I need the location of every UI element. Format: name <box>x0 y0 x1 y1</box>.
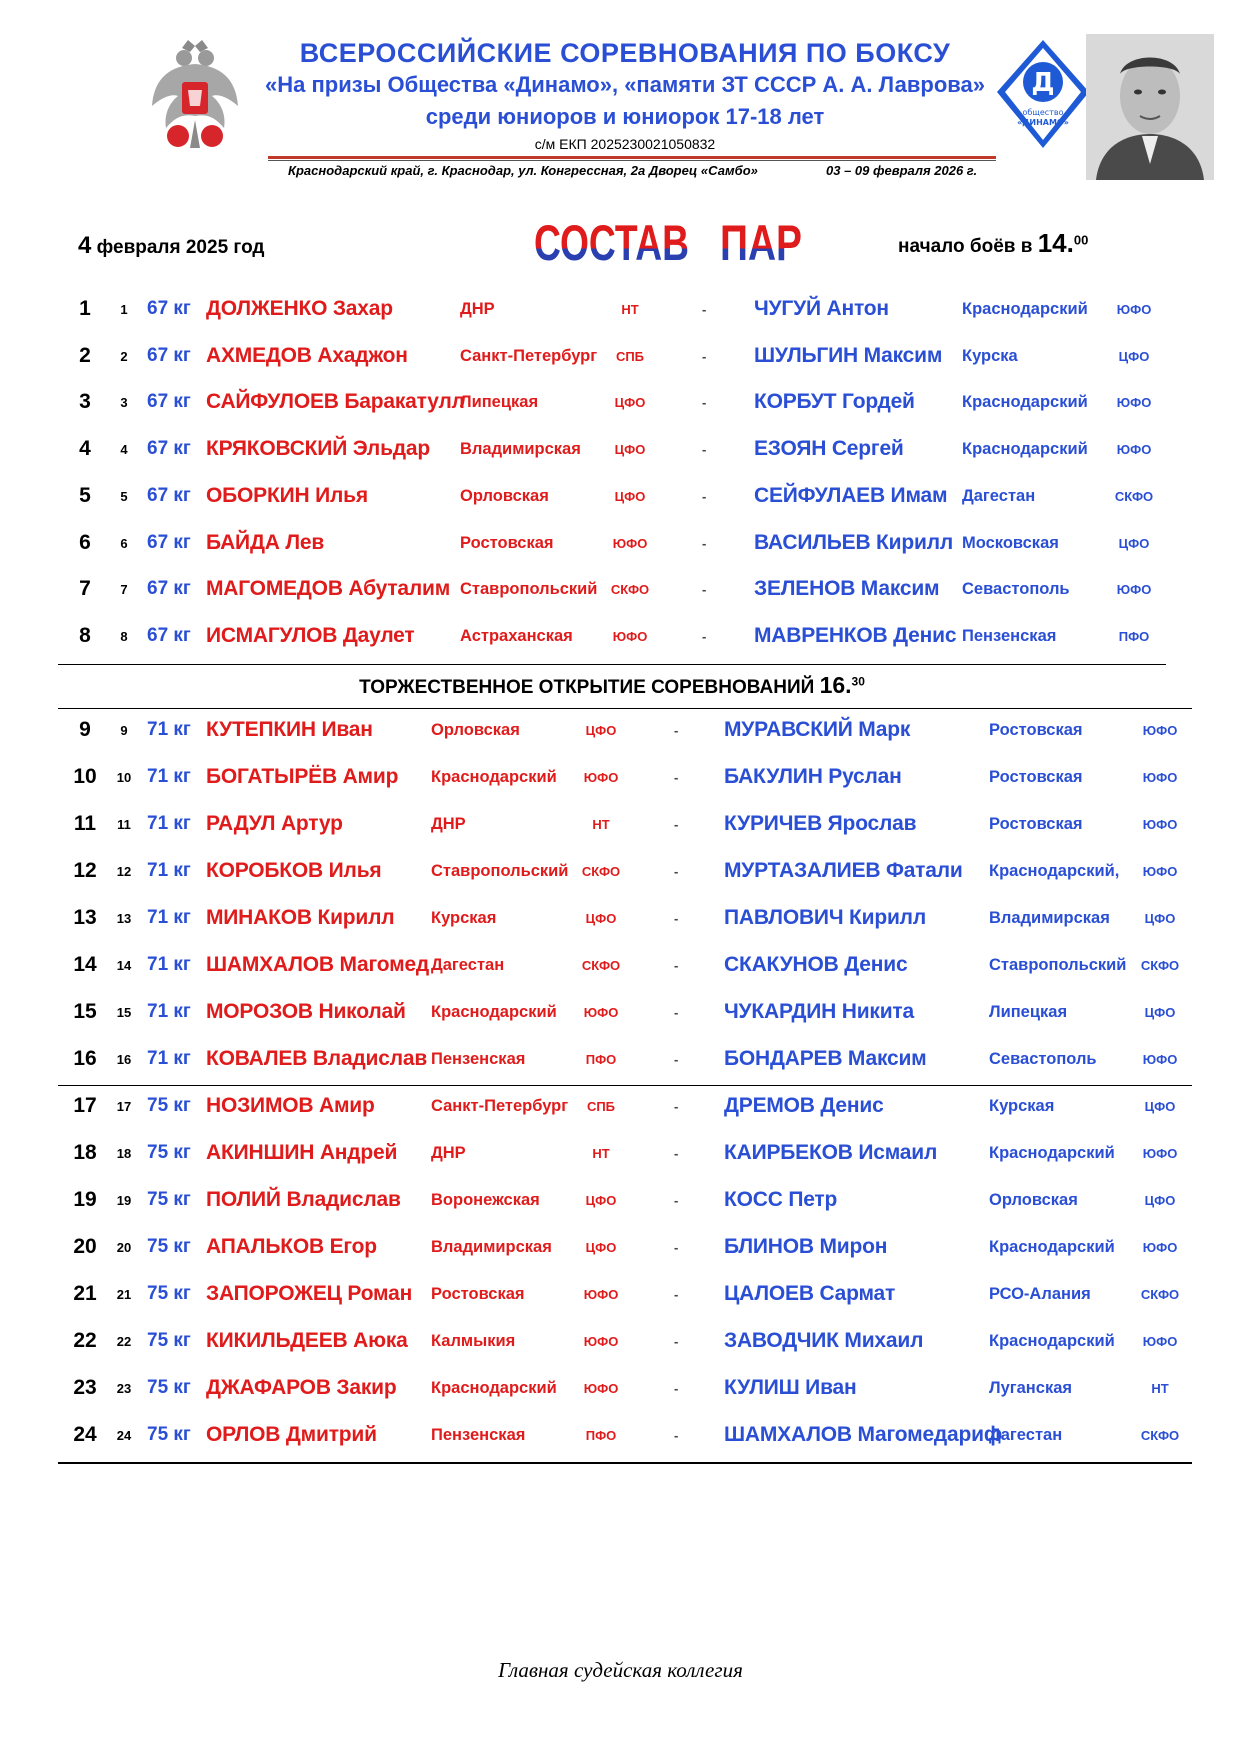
blue-corner-district: ЮФО <box>1142 1334 1178 1349</box>
bout-number: 2 <box>79 343 91 367</box>
blue-corner-district: ЮФО <box>1142 1052 1178 1067</box>
blue-corner-region: Владимирская <box>989 909 1110 927</box>
red-corner-district: ЮФО <box>583 770 619 785</box>
weight-class: 67 кг <box>147 531 191 553</box>
opening-min: 30 <box>851 674 865 689</box>
weight-class: 67 кг <box>147 484 191 506</box>
red-corner-region: Краснодарский <box>431 768 557 786</box>
red-corner-district: ЦФО <box>614 488 646 504</box>
blue-corner-name: БОНДАРЕВ Максим <box>724 1047 927 1070</box>
bout-sub-number: 15 <box>116 1005 132 1020</box>
red-corner-district: СПБ <box>615 348 645 364</box>
bout-number: 11 <box>73 812 97 835</box>
blue-corner-name: ПАВЛОВИЧ Кирилл <box>724 906 926 929</box>
weight-class: 75 кг <box>147 1424 191 1445</box>
header-grey-rule <box>268 160 996 161</box>
versus-dash: - <box>702 395 707 411</box>
versus-dash: - <box>674 1381 679 1396</box>
blue-corner-name: БАКУЛИН Руслан <box>724 765 902 788</box>
versus-dash: - <box>674 723 679 738</box>
start-time-min: 00 <box>1073 232 1089 248</box>
red-corner-name: АХМЕДОВ Ахаджон <box>206 343 408 367</box>
bout-sub-number: 8 <box>120 628 128 644</box>
bout-sub-number: 2 <box>120 348 128 364</box>
bout-sub-number: 14 <box>116 958 132 973</box>
red-corner-name: ЗАПОРОЖЕЦ Роман <box>206 1282 413 1305</box>
start-time-label: начало боёв в <box>898 236 1038 257</box>
red-corner-name: АПАЛЬКОВ Егор <box>206 1235 377 1258</box>
blue-corner-name: БЛИНОВ Мирон <box>724 1235 888 1258</box>
bout-number: 20 <box>73 1235 97 1258</box>
portrait-photo <box>1086 34 1214 180</box>
competition-category: среди юниоров и юниорок 17-18 лет <box>425 104 825 129</box>
red-corner-district: ЦФО <box>614 395 646 411</box>
weight-class: 67 кг <box>147 578 191 600</box>
blue-corner-region: Краснодарский, <box>989 862 1120 880</box>
blue-corner-region: Пензенская <box>962 626 1057 645</box>
blue-corner-district: ЦФО <box>1144 911 1176 926</box>
bout-number: 21 <box>73 1282 97 1305</box>
bout-sub-number: 10 <box>116 770 132 785</box>
versus-dash: - <box>674 1240 679 1255</box>
versus-dash: - <box>702 628 707 644</box>
pairs-title <box>534 212 814 271</box>
blue-corner-name: ЗАВОДЧИК Михаил <box>724 1329 924 1352</box>
red-corner-name: КУТЕПКИН Иван <box>206 718 373 741</box>
red-corner-region: Санкт-Петербург <box>460 346 598 365</box>
opening-hour: 16. <box>819 672 852 698</box>
blue-corner-name: СЕЙФУЛАЕВ Имам <box>754 483 948 507</box>
bout-number: 22 <box>73 1329 97 1352</box>
blue-corner-district: ПФО <box>1118 628 1150 644</box>
red-corner-district: ЮФО <box>583 1287 619 1302</box>
red-corner-district: ПФО <box>585 1052 617 1067</box>
blue-corner-district: ЮФО <box>1142 1146 1178 1161</box>
bout-sub-number: 9 <box>120 723 128 738</box>
versus-dash: - <box>674 1193 679 1208</box>
blue-corner-region: Краснодарский <box>962 300 1088 318</box>
bout-sub-number: 19 <box>116 1193 132 1208</box>
red-corner-name: КОРОБКОВ Илья <box>206 859 382 882</box>
blue-corner-district: ЦФО <box>1144 1193 1176 1208</box>
versus-dash: - <box>674 1052 679 1067</box>
dynamo-letter: Д <box>1031 68 1055 98</box>
red-corner-region: ДНР <box>460 300 495 318</box>
blue-corner-name: КОРБУТ Гордей <box>754 390 915 414</box>
red-corner-name: САЙФУЛОЕВ Баракатулл <box>206 390 465 414</box>
bout-sub-number: 12 <box>116 864 132 879</box>
blue-corner-region: Дагестан <box>962 486 1036 505</box>
blue-corner-district: ЮФО <box>1142 1240 1178 1255</box>
weight-class: 71 кг <box>147 766 191 787</box>
bout-number: 19 <box>73 1188 97 1211</box>
bout-date <box>78 232 265 260</box>
rule-after-opening <box>58 708 1192 709</box>
blue-corner-name: СКАКУНОВ Денис <box>724 953 908 976</box>
red-corner-name: МОРОЗОВ Николай <box>206 1000 406 1023</box>
versus-dash: - <box>674 1146 679 1161</box>
pairs-title-word-2: ПАР <box>720 215 802 271</box>
blue-corner-district: СКФО <box>1114 488 1154 504</box>
bout-date-rest: февраля 2025 год <box>91 237 265 258</box>
blue-corner-name: ШУЛЬГИН Максим <box>754 343 943 367</box>
bout-sub-number: 22 <box>116 1334 132 1349</box>
red-corner-region: Ростовская <box>460 533 554 552</box>
blue-corner-region: Севастополь <box>962 580 1070 599</box>
blue-corner-district: ЮФО <box>1116 582 1152 598</box>
weight-class: 67 кг <box>147 298 191 319</box>
bout-number: 10 <box>73 765 97 788</box>
versus-dash: - <box>674 770 679 785</box>
weight-class: 75 кг <box>147 1330 191 1351</box>
blue-corner-name: ЦАЛОЕВ Сармат <box>724 1282 896 1305</box>
red-corner-district: НТ <box>592 1146 610 1161</box>
bout-number: 3 <box>79 390 91 414</box>
blue-corner-district: ЦФО <box>1118 535 1150 551</box>
red-corner-name: ДЖАФАРОВ Закир <box>206 1376 397 1399</box>
blue-corner-name: ВАСИЛЬЕВ Кирилл <box>754 530 954 554</box>
versus-dash: - <box>702 582 707 598</box>
weight-class: 71 кг <box>147 1001 191 1022</box>
start-time <box>898 228 1088 259</box>
blue-corner-district: СКФО <box>1140 958 1180 973</box>
venue-location: Краснодарский край, г. Краснодар, ул. Конгрессная, 2а Дворец «Самбо» <box>288 163 758 178</box>
red-corner-name: КОВАЛЕВ Владислав <box>206 1047 428 1070</box>
blue-corner-region: Липецкая <box>989 1003 1068 1021</box>
bout-sub-number: 6 <box>120 535 128 551</box>
blue-corner-district: ЮФО <box>1142 770 1178 785</box>
weight-class: 67 кг <box>147 624 191 646</box>
red-corner-district: СКФО <box>610 582 650 598</box>
blue-corner-region: Ростовская <box>989 768 1083 786</box>
bout-sub-number: 23 <box>116 1381 132 1396</box>
blue-corner-region: РСО-Алания <box>989 1285 1091 1303</box>
bout-number: 4 <box>79 437 91 461</box>
red-corner-region: Курская <box>431 909 497 927</box>
red-corner-district: ЦФО <box>585 1240 617 1255</box>
versus-dash: - <box>674 911 679 926</box>
bout-sub-number: 11 <box>117 817 131 832</box>
red-corner-region: Владимирская <box>460 440 581 459</box>
blue-corner-region: Ростовская <box>989 815 1083 833</box>
competition-title: ВСЕРОССИЙСКИЕ СОРЕВНОВАНИЯ ПО БОКСУ <box>299 38 951 68</box>
blue-corner-name: КАИРБЕКОВ Исмаил <box>724 1141 938 1164</box>
blue-corner-district: ЮФО <box>1116 302 1152 317</box>
blue-corner-district: ЮФО <box>1142 723 1178 738</box>
red-corner-district: ЮФО <box>583 1005 619 1020</box>
versus-dash: - <box>702 302 707 317</box>
blue-corner-name: МУРАВСКИЙ Марк <box>724 718 911 741</box>
red-corner-district: НТ <box>592 817 610 832</box>
weight-class: 67 кг <box>147 438 191 460</box>
red-corner-district: ЦФО <box>614 442 646 458</box>
blue-corner-region: Краснодарский <box>989 1144 1115 1162</box>
bout-number: 1 <box>79 297 91 320</box>
red-corner-district: ЮФО <box>612 628 648 644</box>
bout-number: 6 <box>79 530 91 554</box>
blue-corner-name: КУЛИШ Иван <box>724 1376 857 1399</box>
dynamo-text-name: «ДИНАМО» <box>1017 118 1069 127</box>
red-corner-name: ОРЛОВ Дмитрий <box>206 1423 377 1446</box>
weight-class: 75 кг <box>147 1142 191 1163</box>
red-corner-region: ДНР <box>431 1144 466 1162</box>
red-corner-district: ЮФО <box>612 535 648 551</box>
red-corner-district: ЦФО <box>585 1193 617 1208</box>
bout-sub-number: 16 <box>116 1052 132 1067</box>
red-corner-region: Орловская <box>431 721 520 739</box>
red-corner-name: РАДУЛ Артур <box>206 812 343 835</box>
red-corner-region: Краснодарский <box>431 1003 557 1021</box>
versus-dash: - <box>674 1334 679 1349</box>
red-corner-region: Ставропольский <box>460 580 598 599</box>
bout-sub-number: 7 <box>120 582 128 598</box>
red-corner-region: Орловская <box>460 486 549 505</box>
weight-class: 75 кг <box>147 1283 191 1304</box>
red-corner-district: СКФО <box>581 958 621 973</box>
weight-class: 75 кг <box>147 1095 191 1116</box>
blue-corner-name: ЕЗОЯН Сергей <box>754 437 904 461</box>
dynamo-logo <box>995 38 1091 150</box>
bout-number: 14 <box>73 953 97 976</box>
red-corner-district: ПФО <box>585 1428 617 1443</box>
blue-corner-name: МАВРЕНКОВ Денис <box>754 623 957 647</box>
weight-class: 67 кг <box>147 391 191 413</box>
versus-dash: - <box>674 864 679 879</box>
blue-corner-name: ДРЕМОВ Денис <box>724 1094 884 1117</box>
red-corner-name: БАЙДА Лев <box>206 530 325 554</box>
rule-before-opening <box>58 664 1166 665</box>
blue-corner-district: СКФО <box>1140 1428 1180 1443</box>
ekp-number: с/м ЕКП 2025230021050832 <box>534 136 716 152</box>
blue-corner-district: НТ <box>1151 1381 1169 1396</box>
blue-corner-region: Краснодарский <box>962 393 1088 412</box>
weight-class: 75 кг <box>147 1189 191 1210</box>
opening-ceremony <box>58 672 1166 699</box>
blue-corner-region: Курская <box>989 1097 1055 1115</box>
blue-corner-name: ЧУГУЙ Антон <box>754 297 889 320</box>
dynamo-text-society: общество <box>1022 108 1064 117</box>
bout-sub-number: 1 <box>120 302 128 317</box>
red-corner-district: ЦФО <box>585 723 617 738</box>
blue-corner-region: Орловская <box>989 1191 1078 1209</box>
start-time-hour: 14. <box>1037 228 1074 258</box>
rule-table-end <box>58 1462 1192 1464</box>
weight-class: 71 кг <box>147 907 191 928</box>
chief-judges-signature: Главная судейская коллегия <box>498 1658 743 1682</box>
bout-number: 9 <box>79 718 91 741</box>
blue-corner-name: МУРТАЗАЛИЕВ Фатали <box>724 859 963 882</box>
competition-subtitle: «На призы Общества «Динамо», «памяти ЗТ СССР А. А. Лаврова» <box>265 72 985 97</box>
bout-number: 13 <box>73 906 97 929</box>
bout-sub-number: 21 <box>116 1287 132 1302</box>
red-corner-region: Краснодарский <box>431 1379 557 1397</box>
versus-dash: - <box>674 817 679 832</box>
eagle-emblem <box>150 36 240 156</box>
weight-class: 75 кг <box>147 1236 191 1257</box>
red-corner-name: КРЯКОВСКИЙ Эльдар <box>206 437 431 461</box>
bout-sub-number: 17 <box>116 1099 132 1114</box>
red-corner-region: Владимирская <box>431 1238 552 1256</box>
bout-sub-number: 20 <box>116 1240 132 1255</box>
bout-sub-number: 18 <box>116 1146 132 1161</box>
blue-corner-region: Луганская <box>989 1379 1073 1397</box>
red-corner-name: ШАМХАЛОВ Магомед <box>206 953 430 976</box>
weight-class: 71 кг <box>147 719 191 740</box>
blue-corner-name: КУРИЧЕВ Ярослав <box>724 812 917 835</box>
red-corner-region: Ростовская <box>431 1285 525 1303</box>
blue-corner-district: ЦФО <box>1144 1099 1176 1114</box>
versus-dash: - <box>674 1099 679 1114</box>
weight-class: 71 кг <box>147 860 191 881</box>
bout-number: 5 <box>79 483 91 507</box>
bout-sub-number: 5 <box>120 488 128 504</box>
bout-sub-number: 13 <box>116 911 132 926</box>
red-corner-name: ПОЛИЙ Владислав <box>206 1188 401 1211</box>
red-corner-name: КИКИЛЬДЕЕВ Аюка <box>206 1329 408 1352</box>
red-corner-region: Калмыкия <box>431 1332 516 1350</box>
red-corner-district: НТ <box>621 302 639 317</box>
red-corner-name: ИСМАГУЛОВ Даулет <box>206 623 415 647</box>
blue-corner-district: СКФО <box>1140 1287 1180 1302</box>
bout-date-day: 4 <box>78 232 92 259</box>
versus-dash: - <box>674 1005 679 1020</box>
competition-dates: 03 – 09 февраля 2026 г. <box>826 163 978 178</box>
blue-corner-region: Курска <box>962 346 1018 365</box>
blue-corner-region: Московская <box>962 533 1059 552</box>
blue-corner-district: ЮФО <box>1142 864 1178 879</box>
red-corner-district: ЮФО <box>583 1381 619 1396</box>
red-corner-district: СПБ <box>586 1099 616 1114</box>
bout-number: 17 <box>73 1094 97 1117</box>
bout-number: 12 <box>73 859 97 882</box>
versus-dash: - <box>702 442 707 458</box>
versus-dash: - <box>674 958 679 973</box>
versus-dash: - <box>702 348 707 364</box>
blue-corner-name: КОСС Петр <box>724 1188 838 1211</box>
red-corner-name: МАГОМЕДОВ Абуталим <box>206 577 451 601</box>
red-corner-district: ЦФО <box>585 911 617 926</box>
blue-corner-district: ЮФО <box>1116 395 1152 411</box>
red-corner-name: ДОЛЖЕНКО Захар <box>206 297 393 320</box>
blue-corner-region: Краснодарский <box>989 1332 1115 1350</box>
blue-corner-region: Краснодарский <box>989 1238 1115 1256</box>
red-corner-name: ОБОРКИН Илья <box>206 483 368 507</box>
red-corner-region: Пензенская <box>431 1426 526 1444</box>
blue-corner-district: ЮФО <box>1142 817 1178 832</box>
red-corner-region: Воронежская <box>431 1191 540 1209</box>
blue-corner-name: ЗЕЛЕНОВ Максим <box>754 577 940 601</box>
pairs-title-word-1: СОСТАВ <box>534 215 689 271</box>
versus-dash: - <box>674 1428 679 1443</box>
bout-sub-number: 4 <box>120 442 128 458</box>
weight-class: 71 кг <box>147 813 191 834</box>
bout-sub-number: 24 <box>116 1428 132 1443</box>
red-corner-region: Ставропольский <box>431 862 569 880</box>
blue-corner-region: Севастополь <box>989 1050 1097 1068</box>
versus-dash: - <box>702 535 707 551</box>
red-corner-region: Астраханская <box>460 626 573 645</box>
versus-dash: - <box>674 1287 679 1302</box>
red-corner-name: НОЗИМОВ Амир <box>206 1094 375 1117</box>
bout-number: 7 <box>79 577 91 601</box>
bout-sub-number: 3 <box>120 395 128 411</box>
bout-number: 18 <box>73 1141 97 1164</box>
red-corner-region: ДНР <box>431 815 466 833</box>
bout-number: 15 <box>73 1000 97 1023</box>
blue-corner-district: ЦФО <box>1144 1005 1176 1020</box>
versus-dash: - <box>702 488 707 504</box>
blue-corner-district: ЦФО <box>1118 348 1150 364</box>
red-corner-name: БОГАТЫРЁВ Амир <box>206 765 399 788</box>
red-corner-region: Санкт-Петербург <box>431 1097 569 1115</box>
blue-corner-region: Дагестан <box>989 1426 1063 1444</box>
bout-number: 24 <box>73 1423 97 1446</box>
blue-corner-district: ЮФО <box>1116 442 1152 458</box>
weight-class: 75 кг <box>147 1377 191 1398</box>
red-corner-region: Липецкая <box>460 393 539 412</box>
weight-class: 71 кг <box>147 954 191 975</box>
blue-corner-region: Ростовская <box>989 721 1083 739</box>
blue-corner-region: Ставропольский <box>989 956 1127 974</box>
blue-corner-region: Краснодарский <box>962 440 1088 459</box>
bout-number: 23 <box>73 1376 97 1399</box>
opening-label: ТОРЖЕСТВЕННОЕ ОТКРЫТИЕ СОРЕВНОВАНИЙ <box>359 677 820 698</box>
red-corner-district: СКФО <box>581 864 621 879</box>
red-corner-district: ЮФО <box>583 1334 619 1349</box>
red-corner-region: Пензенская <box>431 1050 526 1068</box>
bout-number: 8 <box>79 623 91 647</box>
bout-number: 16 <box>73 1047 97 1070</box>
weight-class: 67 кг <box>147 344 191 366</box>
weight-class: 71 кг <box>147 1048 191 1069</box>
red-corner-name: МИНАКОВ Кирилл <box>206 906 395 929</box>
header-red-rule <box>268 156 996 159</box>
blue-corner-name: ШАМХАЛОВ Магомедариф <box>724 1423 1003 1446</box>
red-corner-region: Дагестан <box>431 956 505 974</box>
blue-corner-name: ЧУКАРДИН Никита <box>724 1000 914 1023</box>
red-corner-name: АКИНШИН Андрей <box>206 1141 398 1164</box>
rule-71-75-divider <box>58 1085 1192 1086</box>
